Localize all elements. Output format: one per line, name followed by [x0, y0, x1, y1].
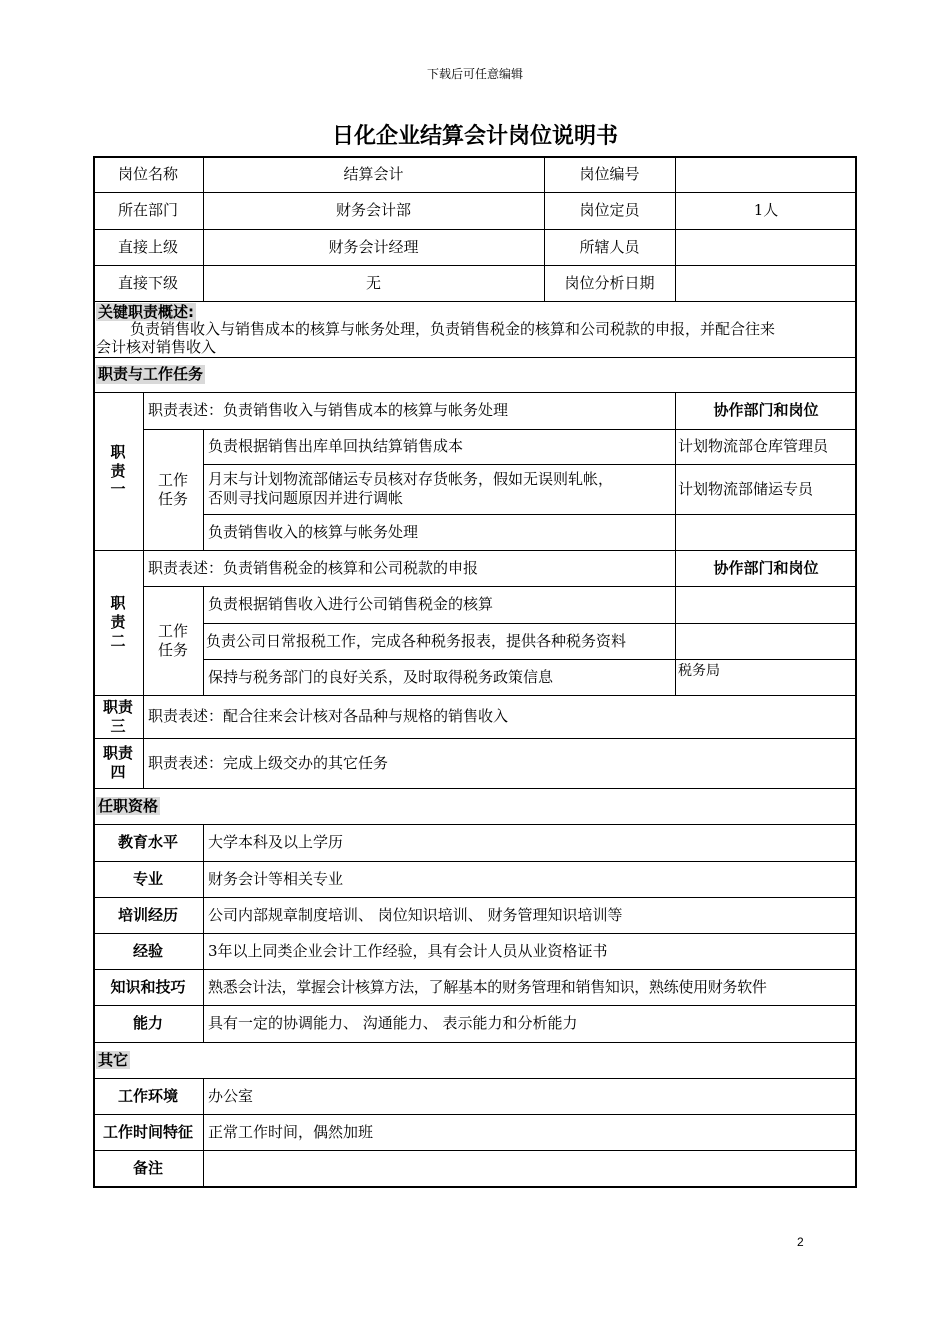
summary-line-1: 负责销售收入与销售成本的核算与帐务处理，负责销售税金的核算和公司税款的申报，并配合往来 [130, 319, 776, 338]
duty-1-coop-header: 协作部门和岗位 [713, 401, 819, 420]
page-number: 2 [797, 1235, 804, 1249]
summary-line-2: 会计核对销售收入 [96, 337, 217, 356]
position-code-value [675, 156, 857, 193]
row-divider [93, 357, 857, 358]
duty-2-task-2-coop [675, 623, 857, 659]
duty-2-task-1: 负责根据销售收入进行公司销售税金的核算 [208, 595, 494, 614]
duty-2-coop-header: 协作部门和岗位 [713, 558, 819, 577]
duty-4-label: 职责 四 [102, 744, 133, 781]
work-environment-label: 工作环境 [117, 1086, 178, 1105]
duty-1-task-2-coop: 计划物流部储运专员 [678, 479, 814, 498]
superior-label: 直接上级 [117, 237, 178, 256]
duty-1-label: 职 责 一 [110, 442, 126, 499]
position-name-value: 结算会计 [343, 165, 404, 184]
duty-1-task-label: 工作 任务 [157, 470, 188, 508]
summary-heading: 关键职责概述: [98, 302, 194, 321]
ability-label: 能力 [132, 1014, 163, 1033]
other-heading: 其它 [98, 1050, 129, 1069]
remarks-label: 备注 [132, 1158, 163, 1177]
row-divider [93, 788, 857, 789]
department-label: 所在部门 [117, 201, 178, 220]
duty-4-statement: 职责表述：完成上级交办的其它任务 [148, 753, 389, 772]
duty-1-task-2: 月末与计划物流部储运专员核对存货帐务，假如无误则轧帐， 否则寻找问题原因并进行调帐 [208, 470, 614, 507]
duty-1-task-3: 负责销售收入的核算与帐务处理 [208, 522, 419, 541]
subordinates-value [675, 229, 857, 265]
department-value: 财务会计部 [335, 201, 411, 220]
direct-subordinate-label: 直接下级 [117, 273, 178, 292]
education-label: 教育水平 [117, 833, 178, 852]
experience-label: 经验 [132, 941, 163, 960]
work-environment-value: 办公室 [208, 1086, 254, 1105]
row-divider [93, 1042, 857, 1043]
duty-2-task-1-coop [675, 586, 857, 623]
duty-1-statement: 职责表述：负责销售收入与销售成本的核算与帐务处理 [148, 401, 509, 420]
major-value: 财务会计等相关专业 [208, 869, 344, 888]
analysis-date-value [675, 265, 857, 301]
duty-2-task-3-coop: 税务局 [678, 663, 720, 680]
headcount-label: 岗位定员 [579, 201, 640, 220]
knowledge-label: 知识和技巧 [110, 977, 186, 996]
analysis-date-label: 岗位分析日期 [564, 273, 655, 292]
duty-2-task-2: 负责公司日常报税工作，完成各种税务报表，提供各种税务资料 [206, 631, 627, 650]
duty-2-label: 职 责 二 [110, 594, 126, 650]
row-divider [93, 301, 857, 302]
education-value: 大学本科及以上学历 [208, 833, 344, 852]
superior-value: 财务会计经理 [328, 237, 419, 256]
knowledge-value: 熟悉会计法，掌握会计核算方法，了解基本的财务管理和销售知识，熟练使用财务软件 [208, 977, 767, 996]
direct-subordinate-value: 无 [365, 273, 381, 292]
position-code-label: 岗位编号 [579, 165, 640, 184]
major-label: 专业 [132, 869, 163, 888]
duty-1-task-3-coop [675, 514, 857, 550]
duty-2-task-3: 保持与税务部门的良好关系，及时取得税务政策信息 [208, 667, 554, 686]
remarks-value [203, 1150, 857, 1186]
training-value: 公司内部规章制度培训、 岗位知识培训、 财务管理知识培训等 [208, 905, 623, 924]
page-title: 日化企业结算会计岗位说明书 [331, 124, 618, 149]
duties-heading: 职责与工作任务 [98, 365, 204, 384]
training-label: 培训经历 [117, 905, 178, 924]
work-hours-value: 正常工作时间，偶然加班 [208, 1122, 374, 1141]
duty-2-task-label: 工作 任务 [157, 621, 188, 659]
duty-3-statement: 职责表述：配合往来会计核对各品种与规格的销售收入 [148, 707, 509, 726]
duty-2-statement: 职责表述：负责销售税金的核算和公司税款的申报 [148, 558, 479, 577]
experience-value: 3年以上同类企业会计工作经验，具有会计人员从业资格证书 [208, 941, 608, 960]
work-hours-label: 工作时间特征 [102, 1122, 193, 1141]
duty-1-task-1: 负责根据销售出库单回执结算销售成本 [208, 437, 464, 456]
ability-value: 具有一定的协调能力、 沟通能力、 表示能力和分析能力 [208, 1014, 578, 1033]
duty-3-label: 职责 三 [102, 697, 133, 735]
position-name-label: 岗位名称 [117, 165, 178, 184]
duty-1-task-1-coop: 计划物流部仓库管理员 [678, 437, 829, 456]
qualifications-heading: 任职资格 [98, 796, 159, 815]
headcount-value: 1人 [753, 201, 779, 220]
subordinates-label: 所辖人员 [579, 237, 640, 256]
header-note: 下载后可任意编辑 [426, 67, 523, 81]
